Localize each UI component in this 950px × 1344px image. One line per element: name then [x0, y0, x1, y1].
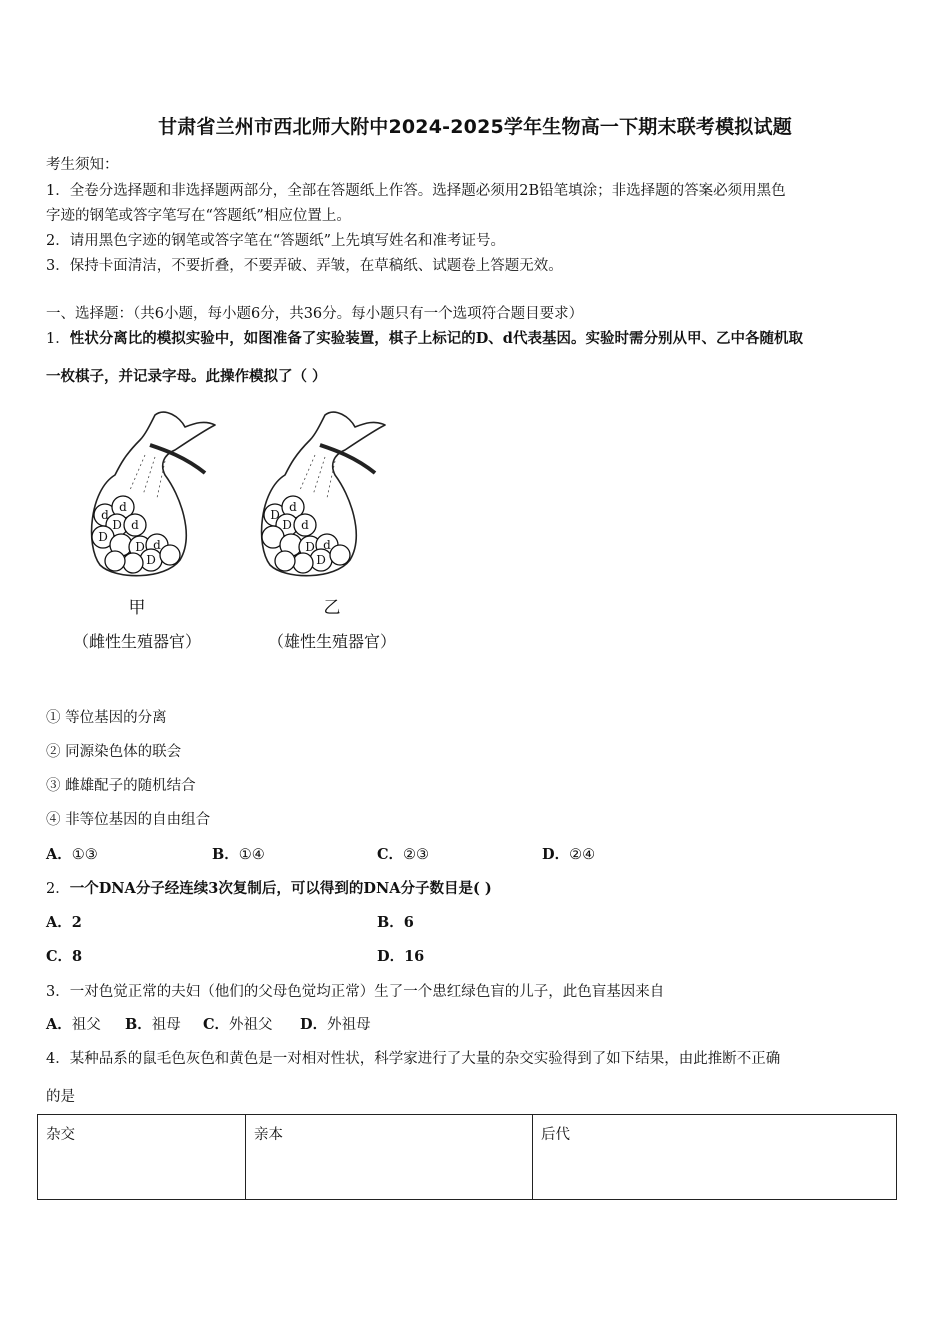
piece-letter: d — [323, 538, 331, 552]
q2-option-d[interactable]: D．16 — [377, 948, 425, 965]
piece-letter: d — [101, 508, 109, 522]
right-bag-caption: （雄性生殖器官） — [267, 632, 397, 651]
notice-heading: 考生须知： — [46, 157, 119, 173]
q2-option-c[interactable]: C．8 — [46, 948, 83, 965]
piece-letter: d — [289, 500, 297, 514]
right-bag-label: 乙 — [323, 598, 341, 618]
piece-letter: D — [305, 540, 315, 554]
q3-text — [46, 980, 664, 1001]
notice-item-1: 1．全卷分选择题和非选择题两部分，全部在答题纸上作答。选择题必须用2B铅笔填涂；非选择题的答案必须用黑色 — [46, 183, 786, 199]
q4-cross-table — [37, 1114, 897, 1200]
notice-item-1-cont: 字迹的钢笔或答字笔写在“答题纸”相应位置上。 — [46, 208, 351, 224]
piece-letter: D — [282, 518, 292, 532]
piece-letter: d — [153, 538, 161, 552]
q2-number: 2． — [46, 881, 70, 897]
q1-text — [46, 327, 803, 348]
q2-option-a[interactable]: A．2 — [46, 914, 82, 931]
notice-item-3: 3．保持卡面清洁，不要折叠，不要弄破、弄皱，在草稿纸、试题卷上答题无效。 — [46, 258, 563, 274]
q1-statement-1: ① 等位基因的分离 — [46, 710, 167, 726]
piece-letter: d — [131, 518, 139, 532]
piece-letter: D — [98, 530, 108, 544]
q4-text — [46, 1047, 780, 1068]
q1-figure — [55, 395, 425, 665]
piece-letter: D — [270, 508, 280, 522]
q1-option-b[interactable]: B．①④ — [212, 846, 265, 863]
q3-number: 3． — [46, 984, 70, 1000]
left-bag-caption: （雌性生殖器官） — [72, 632, 202, 651]
q1-option-d[interactable]: D．②④ — [542, 846, 596, 863]
page-title: 甘肃省兰州市西北师大附中2024-2025学年生物高一下期末联考模拟试题 — [158, 116, 792, 138]
q2-option-b[interactable]: B．6 — [377, 914, 414, 931]
q1-statement-4: ④ 非等位基因的自由组合 — [46, 812, 211, 828]
piece-letter: D — [316, 553, 326, 567]
q1-text-line1: 性状分离比的模拟实验中，如图准备了实验装置，棋子上标记的D、d代表基因。实验时需分别从甲、乙中各随机取 — [69, 330, 803, 347]
q3-option-a[interactable]: A．祖父 — [46, 1016, 101, 1033]
q1-number: 1． — [46, 331, 70, 347]
q4-text-line1: 某种品系的鼠毛色灰色和黄色是一对相对性状，科学家进行了大量的杂交实验得到了如下结果，由此推断不正确 — [69, 1051, 781, 1067]
q3-text-body: 一对色觉正常的夫妇（他们的父母色觉均正常）生了一个患红绿色盲的儿子，此色盲基因来自 — [69, 984, 665, 1000]
q3-option-d[interactable]: D．外祖母 — [300, 1016, 371, 1033]
table-header-parents: 亲本 — [246, 1115, 533, 1200]
q2-text — [46, 877, 492, 898]
piece-letter: D — [146, 553, 156, 567]
piece-letter: D — [112, 518, 122, 532]
piece-letter: d — [301, 518, 309, 532]
q2-text-body: 一个DNA分子经连续3次复制后，可以得到的DNA分子数目是( ) — [69, 880, 492, 897]
q3-option-c[interactable]: C．外祖父 — [203, 1016, 273, 1033]
q1-text-line2: 一枚棋子，并记录字母。此操作模拟了（ ） — [46, 368, 327, 385]
piece-letter: D — [135, 540, 145, 554]
piece-letter: d — [119, 500, 127, 514]
table-row — [38, 1115, 897, 1200]
q3-option-b[interactable]: B．祖母 — [125, 1016, 181, 1033]
notice-item-2: 2．请用黑色字迹的钢笔或答字笔在“答题纸”上先填写姓名和准考证号。 — [46, 233, 506, 249]
q1-statement-3: ③ 雌雄配子的随机结合 — [46, 778, 196, 794]
q4-number: 4． — [46, 1051, 70, 1067]
q1-option-c[interactable]: C．②③ — [377, 846, 430, 863]
q1-statement-2: ② 同源染色体的联会 — [46, 744, 182, 760]
left-bag-label: 甲 — [128, 598, 146, 618]
table-header-cross: 杂交 — [38, 1115, 246, 1200]
bag-illustration — [55, 395, 425, 665]
q1-option-a[interactable]: A．①③ — [46, 846, 98, 863]
q4-text-line2: 的是 — [46, 1089, 75, 1105]
section-heading: 一、选择题：（共6小题，每小题6分，共36分。每小题只有一个选项符合题目要求） — [46, 306, 584, 322]
table-header-offspring: 后代 — [533, 1115, 897, 1200]
